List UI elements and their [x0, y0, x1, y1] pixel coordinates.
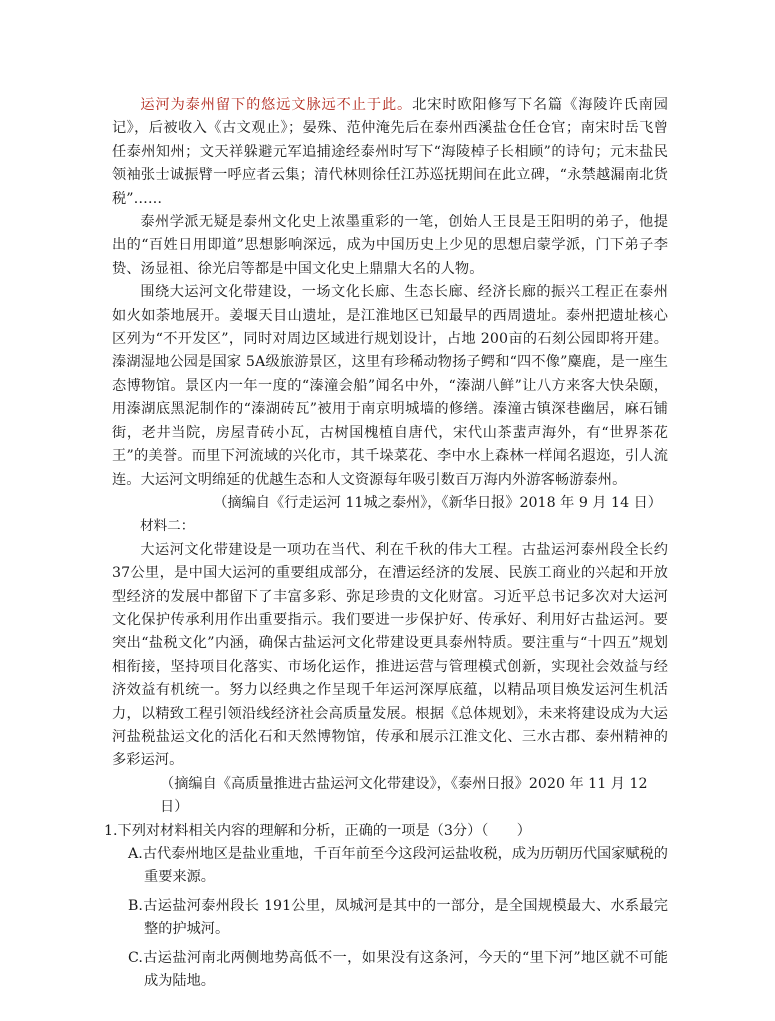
document-page	[104, 94, 669, 998]
option-a: A.古代泰州地区是盐业重地，千百年前至今这段河运盐收税，成为历朝历代国家赋税的重要来源。	[128, 846, 668, 886]
paragraph-2: 泰州学派无疑是泰州文化史上浓墨重彩的一笔，创始人王艮是王阳明的弟子，他提出的“百姓日用即道”思想影响深远，成为中国历史上少见的思想启蒙学派，门下弟子李贽、汤显祖、徐光启等都是中国文化史上鼎鼎大名的人物。	[112, 214, 668, 277]
paragraph-1-text: 北宋时欧阳修写下名篇《海陵许氏南园记》，后被收入《古文观止》；晏殊、范仲淹先后在泰州西溪盐仓任仓官；南宋时岳飞曾任泰州知州；文天祥躲避元军追捕途经泰州时写下“海陵棹子长相顾”的诗句；元末盐民领袖张士诚振臂一呼应者云集；清代林则徐任江苏巡抚期间在此立碑，“永禁越漏南北货税”……	[112, 97, 669, 207]
paragraph-1	[112, 94, 668, 211]
paragraph-3: 围绕大运河文化带建设，一场文化长廊、生态长廊、经济长廊的振兴工程正在泰州如火如荼地展开。姜堰天目山遗址，是江淮地区已知最早的西周遗址。泰州把遗址核心区列为“不开发区”，同时对周边区域进行规划设计，占地 200亩的石刻公园即将开建。溱湖湿地公园是国家 5A级旅游景区，这里有珍稀动物扬子鳄和“四不像”麋鹿，是一座生态博物馆。景区内一年一度的“溱潼会船”闻名中外，“溱湖八鲜”让八方来客大快朵颐，用溱湖底黑泥制作的“溱湖砖瓦”被用于南京明城墙的修缮。溱潼古镇深巷幽居，麻石铺街，老井当院，房屋青砖小瓦，古树国槐植自唐代，宋代山茶蜚声海外，有“世界茶花王”的美誉。而里下河流域的兴化市，其千垛菜花、李中水上森林一样闻名遐迩，引人流连。大运河文明绵延的优越生态和人文资源每年吸引数百万海内外游客畅游泰州。	[112, 284, 668, 488]
source-citation-2: （摘编自《高质量推进古盐运河文化带建设》，《泰州日报》2020 年 11 月 12 日）	[160, 775, 648, 816]
material-heading: 材料二：	[140, 518, 195, 535]
option-c: C.古运盐河南北两侧地势高低不一，如果没有这条河，今天的“里下河”地区就不可能成为陆地。	[128, 949, 668, 990]
option-b: B.古运盐河泰州段长 191公里，凤城河是其中的一部分，是全国规模最大、水系最完整的护城河。	[128, 897, 668, 938]
question-stem: 1.下列对材料相关内容的理解和分析，正确的一项是（3分）（ ）	[104, 822, 531, 839]
source-citation-1: （摘编自《行走运河 11城之泰州》，《新华日报》2018 年 9 月 14 日）	[213, 494, 662, 511]
highlighted-sentence: 运河为泰州留下的悠远文脉远不止于此。	[140, 97, 413, 113]
paragraph-4: 大运河文化带建设是一项功在当代、利在千秋的伟大工程。古盐运河泰州段全长约 37公里，是中国大运河的重要组成部分，在漕运经济的发展、民族工商业的兴起和开放型经济的发展中都留下了丰富多彩、弥足珍贵的文化财富。习近平总书记多次对大运河文化保护传承利用作出重要指示。我们要进一步保护好、传承好、利用好古盐运河。要突出“盐税文化”内涵，确保古盐运河文化带建设更具泰州特质。要注重与“十四五”规划相衔接，坚持项目化落实、市场化运作，推进运营与管理模式创新，实现社会效益与经济效益有机统一。努力以经典之作呈现千年运河深厚底蕴，以精品项目焕发运河生机活力，以精致工程引领沿线经济社会高质量发展。根据《总体规划》，未来将建设成为大运河盐税盐运文化的活化石和天然博物馆，传承和展示江淮文化、三水古郡、泰州精神的多彩运河。	[112, 541, 668, 769]
